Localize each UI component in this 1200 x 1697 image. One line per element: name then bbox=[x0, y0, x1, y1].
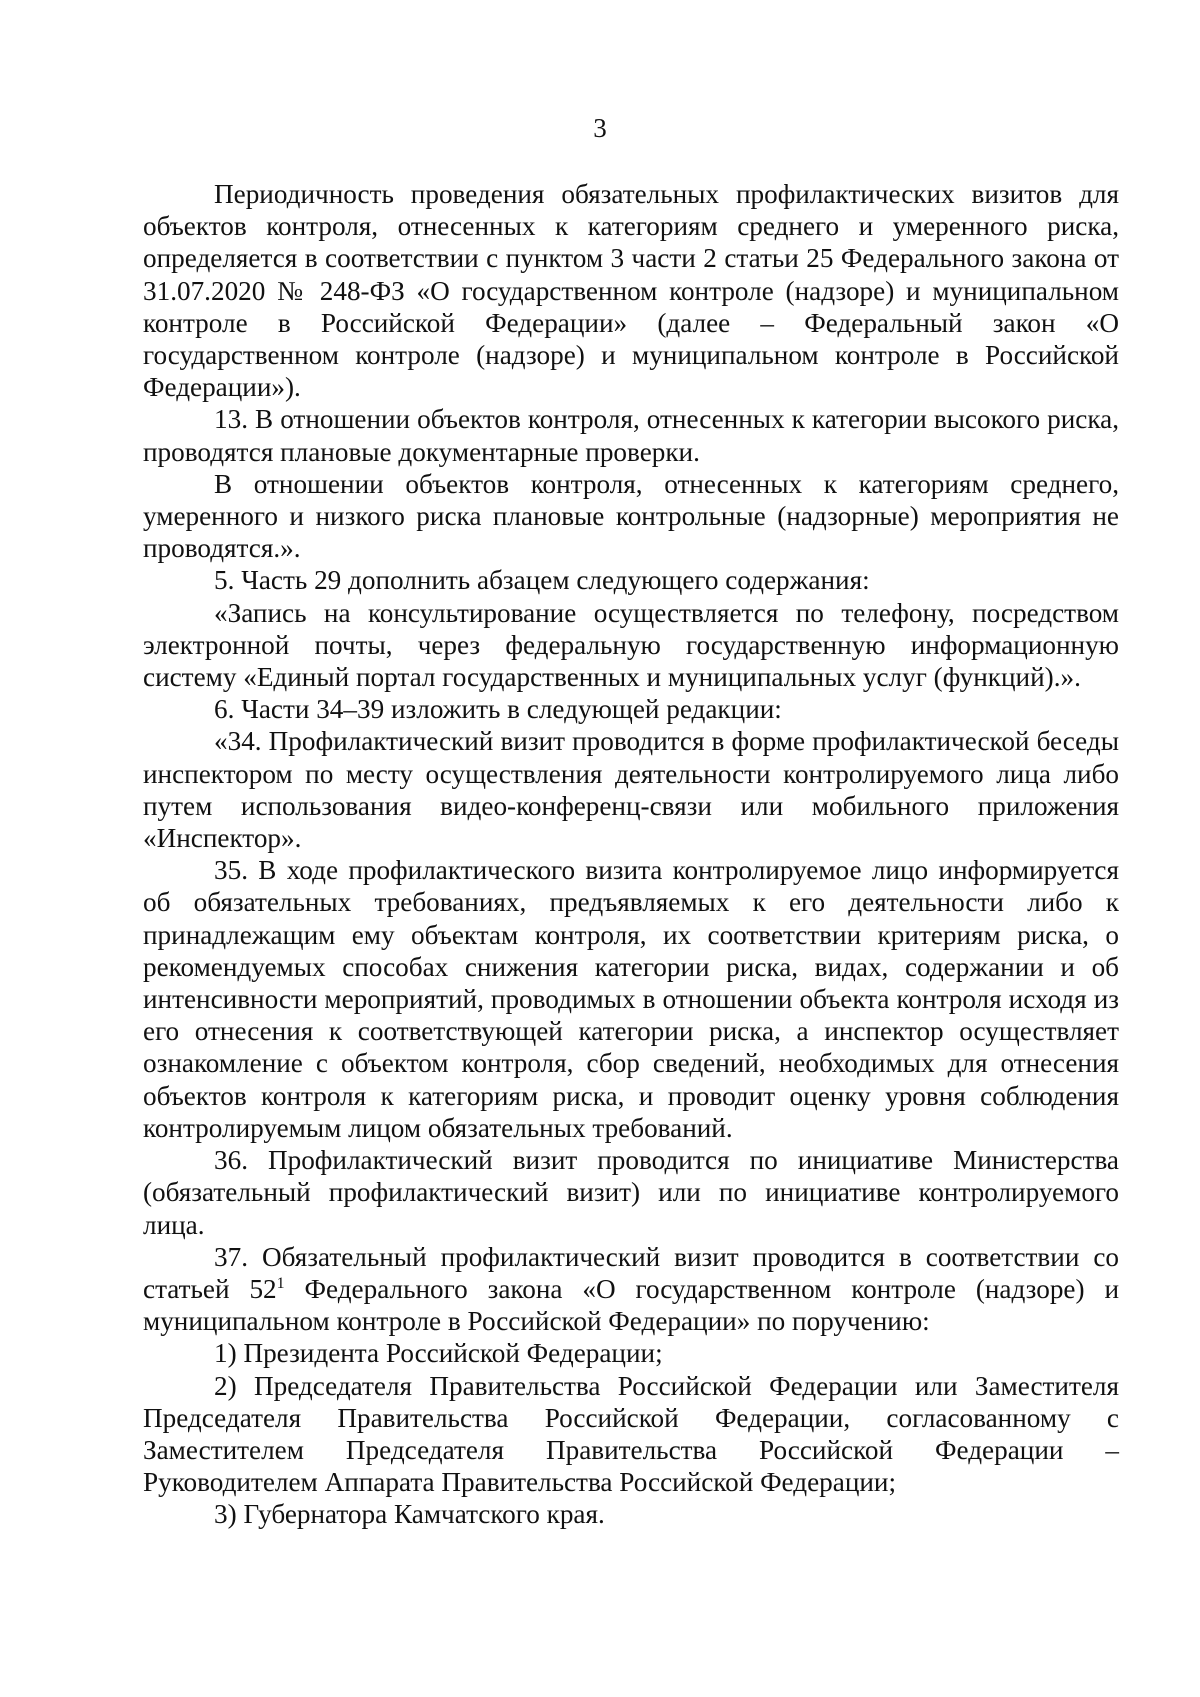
paragraph-13: 13. В отношении объектов контроля, отнесенных к категории высокого риска, проводятся плановые документарные проверки. bbox=[143, 404, 1119, 467]
page-number: 3 bbox=[593, 113, 607, 143]
paragraph-13-continued: В отношении объектов контроля, отнесенных к категориям среднего, умеренного и низкого риска плановые контрольные (надзорные) мероприятия не проводятся.». bbox=[143, 468, 1119, 564]
paragraph-consultation-record: «Запись на консультирование осуществляется по телефону, посредством электронной почты, через федеральную государственную информационную систему «Единый портал государственных и муниципальных услуг (функций).». bbox=[143, 597, 1119, 693]
paragraph-35: 35. В ходе профилактического визита контролируемое лицо информируется об обязательных требованиях, предъявляемых к его деятельности либо к принадлежащим ему объектам контроля, их соответствии критериям риска, о рекомендуемых способах снижения категории риска, видах, содержании и об интенсивности мероприятий, проводимых в отношении объекта контроля исходя из его отнесения к соответствующей категории риска, а инспектор осуществляет ознакомление с объектом контроля, сбор сведений, необходимых для отнесения объектов контроля к категориям риска, и проводит оценку уровня соблюдения контролируемым лицом обязательных требований. bbox=[143, 855, 1119, 1143]
paragraph-list-item-3: 3) Губернатора Камчатского края. bbox=[214, 1499, 605, 1530]
paragraph-5: 5. Часть 29 дополнить абзацем следующего содержания: bbox=[214, 565, 870, 596]
paragraph-34: «34. Профилактический визит проводится в форме профилактической беседы инспектором по месту осуществления деятельности контролируемого лица либо путем использования видео-конференц-связи или мобильного приложения «Инспектор». bbox=[143, 726, 1119, 854]
paragraph-37 bbox=[143, 1241, 1119, 1338]
paragraph-37-text-after: Федерального закона «О государственном контроле (надзоре) и муниципальном контроле в Российской Федерации» по поручению: bbox=[143, 1273, 1120, 1337]
paragraph-list-item-1: 1) Президента Российской Федерации; bbox=[214, 1338, 663, 1369]
paragraph-37-text-before: 37. Обязательный профилактический визит проводится в соответствии со статьей 52 bbox=[143, 1241, 1119, 1304]
paragraph-6: 6. Части 34–39 изложить в следующей редакции: bbox=[214, 694, 782, 725]
document-body bbox=[143, 178, 1119, 1531]
paragraph-risk-periodicity: Периодичность проведения обязательных профилактических визитов для объектов контроля, отнесенных к категориям среднего и умеренного риска, определяется в соответствии с пунктом 3 части 2 статьи 25 Федерального закона от 31.07.2020 № 248-ФЗ «О государственном контроле (надзоре) и муниципальном контроле в Российской Федерации» (далее – Федеральный закон «О государственном контроле (надзоре) и муниципальном контроле в Российской Федерации»). bbox=[143, 179, 1119, 403]
paragraph-list-item-2: 2) Председателя Правительства Российской Федерации или Заместителя Председателя Правительства Российской Федерации, согласованному с Заместителем Председателя Правительства Российской Федерации – Руководителем Аппарата Правительства Российской Федерации; bbox=[143, 1370, 1119, 1498]
paragraph-36: 36. Профилактический визит проводится по инициативе Министерства (обязательный профилактический визит) или по инициативе контролируемого лица. bbox=[143, 1145, 1119, 1240]
superscript-article-number: 1 bbox=[276, 1274, 285, 1292]
